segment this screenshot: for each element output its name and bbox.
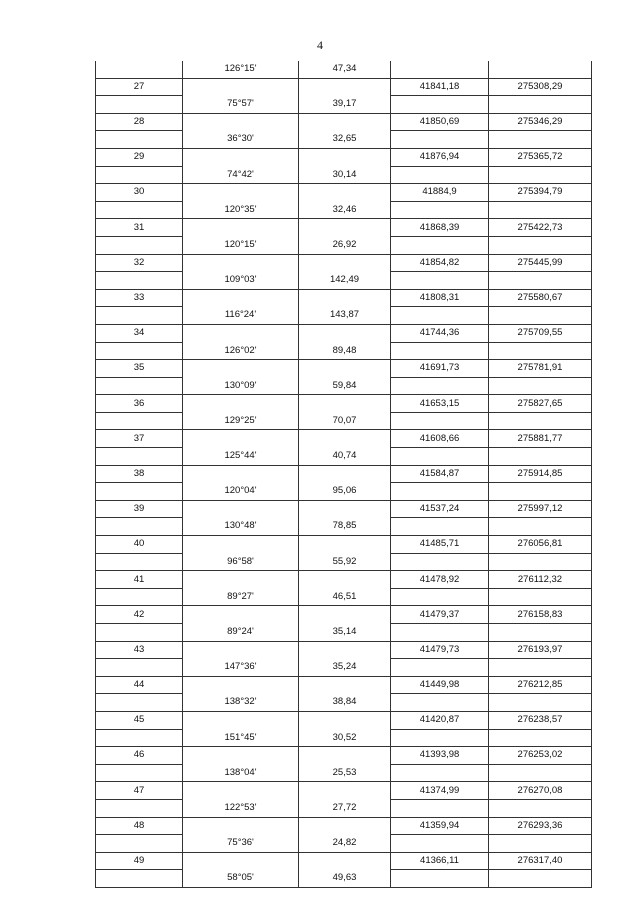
point-number-cell (96, 236, 183, 254)
point-row (96, 817, 592, 835)
side-length-cell (299, 782, 391, 800)
x-coordinate-cell (391, 166, 489, 184)
point-row (96, 747, 592, 765)
y-coordinate: 275914,85 (489, 465, 592, 483)
y-coordinate-cell (489, 588, 592, 606)
direction-angle-cell (183, 536, 299, 554)
point-number: 43 (96, 641, 183, 659)
point-number-cell (96, 694, 183, 712)
x-coordinate: 41884,9 (391, 184, 489, 202)
side-length-cell (299, 852, 391, 870)
direction-angle-cell (183, 500, 299, 518)
side-row (96, 448, 592, 466)
x-coordinate: 41744,36 (391, 324, 489, 342)
y-coordinate: 276158,83 (489, 606, 592, 624)
side-length: 30,14 (299, 166, 391, 184)
point-row (96, 711, 592, 729)
direction-angle: 96°58' (183, 553, 299, 571)
point-number: 41 (96, 571, 183, 589)
side-length: 95,06 (299, 483, 391, 501)
y-coordinate-cell (489, 518, 592, 536)
x-coordinate: 41485,71 (391, 536, 489, 554)
side-length-cell (299, 78, 391, 96)
y-coordinate: 275580,67 (489, 289, 592, 307)
y-coordinate: 276112,32 (489, 571, 592, 589)
side-length-cell (299, 219, 391, 237)
side-length-cell (299, 500, 391, 518)
side-row (96, 377, 592, 395)
side-length: 38,84 (299, 694, 391, 712)
direction-angle-cell (183, 360, 299, 378)
y-coordinate-cell (489, 166, 592, 184)
side-row (96, 870, 592, 888)
x-coordinate: 41808,31 (391, 289, 489, 307)
side-length-cell (299, 641, 391, 659)
side-length-cell (299, 430, 391, 448)
point-number: 31 (96, 219, 183, 237)
side-row (96, 236, 592, 254)
point-number: 27 (96, 78, 183, 96)
side-length: 59,84 (299, 377, 391, 395)
x-coordinate: 41449,98 (391, 676, 489, 694)
x-coordinate-cell (391, 588, 489, 606)
x-coordinate-cell (391, 377, 489, 395)
point-row (96, 360, 592, 378)
page-number: 4 (317, 38, 323, 52)
direction-angle: 138°32' (183, 694, 299, 712)
side-length: 46,51 (299, 588, 391, 606)
side-row (96, 518, 592, 536)
y-coordinate-cell (489, 624, 592, 642)
point-number-cell (96, 377, 183, 395)
direction-angle: 89°27' (183, 588, 299, 606)
point-row (96, 676, 592, 694)
y-coordinate-cell (489, 799, 592, 817)
y-coordinate-cell (489, 307, 592, 325)
coordinates-table (95, 61, 592, 888)
point-number-cell (96, 588, 183, 606)
x-coordinate-cell (391, 307, 489, 325)
x-coordinate: 41841,18 (391, 78, 489, 96)
y-coordinate: 275709,55 (489, 324, 592, 342)
x-coordinate-cell (391, 201, 489, 219)
y-coordinate: 275422,73 (489, 219, 592, 237)
y-coordinate: 276317,40 (489, 852, 592, 870)
y-coordinate: 275394,79 (489, 184, 592, 202)
point-number-cell (96, 835, 183, 853)
x-coordinate-cell (391, 518, 489, 536)
side-length-cell (299, 113, 391, 131)
y-coordinate-cell (489, 131, 592, 149)
x-coordinate: 41479,37 (391, 606, 489, 624)
point-row (96, 782, 592, 800)
side-length: 70,07 (299, 412, 391, 430)
point-row (96, 289, 592, 307)
x-coordinate: 41366,11 (391, 852, 489, 870)
point-number: 37 (96, 430, 183, 448)
point-number: 44 (96, 676, 183, 694)
side-length: 89,48 (299, 342, 391, 360)
point-number: 29 (96, 148, 183, 166)
point-number: 38 (96, 465, 183, 483)
point-number-cell (96, 764, 183, 782)
point-number-cell (96, 448, 183, 466)
direction-angle-cell (183, 219, 299, 237)
direction-angle: 74°42' (183, 166, 299, 184)
y-coordinate: 276270,08 (489, 782, 592, 800)
side-length-cell (299, 324, 391, 342)
direction-angle-cell (183, 113, 299, 131)
x-coordinate: 41653,15 (391, 395, 489, 413)
y-coordinate: 275997,12 (489, 500, 592, 518)
y-coordinate: 275781,91 (489, 360, 592, 378)
direction-angle: 130°09' (183, 377, 299, 395)
side-length-cell (299, 711, 391, 729)
point-number-cell (96, 553, 183, 571)
point-number: 28 (96, 113, 183, 131)
x-coordinate-cell (391, 553, 489, 571)
side-row (96, 307, 592, 325)
y-coordinate-cell (489, 448, 592, 466)
y-coordinate-cell (489, 61, 592, 78)
point-row (96, 184, 592, 202)
y-coordinate-cell (489, 483, 592, 501)
point-row (96, 500, 592, 518)
x-coordinate-cell (391, 483, 489, 501)
side-length: 55,92 (299, 553, 391, 571)
side-length-cell (299, 289, 391, 307)
side-length-cell (299, 747, 391, 765)
direction-angle: 126°02' (183, 342, 299, 360)
y-coordinate: 276238,57 (489, 711, 592, 729)
point-number-cell (96, 799, 183, 817)
point-number: 42 (96, 606, 183, 624)
point-number-cell (96, 307, 183, 325)
side-length: 39,17 (299, 96, 391, 114)
side-row (96, 272, 592, 290)
x-coordinate: 41420,87 (391, 711, 489, 729)
direction-angle-cell (183, 747, 299, 765)
point-number: 40 (96, 536, 183, 554)
direction-angle-cell (183, 430, 299, 448)
direction-angle: 75°57' (183, 96, 299, 114)
x-coordinate-cell (391, 694, 489, 712)
x-coordinate-cell (391, 236, 489, 254)
direction-angle: 151°45' (183, 729, 299, 747)
point-number: 47 (96, 782, 183, 800)
x-coordinate: 41850,69 (391, 113, 489, 131)
x-coordinate-cell (391, 729, 489, 747)
side-length: 49,63 (299, 870, 391, 888)
side-row (96, 835, 592, 853)
side-row (96, 483, 592, 501)
point-row (96, 571, 592, 589)
side-length-cell (299, 395, 391, 413)
side-row (96, 131, 592, 149)
side-length-cell (299, 360, 391, 378)
side-length: 40,74 (299, 448, 391, 466)
x-coordinate-cell (391, 272, 489, 290)
point-number-cell (96, 659, 183, 677)
y-coordinate: 276212,85 (489, 676, 592, 694)
x-coordinate-cell (391, 412, 489, 430)
direction-angle-cell (183, 324, 299, 342)
direction-angle: 120°04' (183, 483, 299, 501)
direction-angle-cell (183, 78, 299, 96)
point-row (96, 148, 592, 166)
y-coordinate: 276193,97 (489, 641, 592, 659)
y-coordinate-cell (489, 694, 592, 712)
y-coordinate: 275308,29 (489, 78, 592, 96)
point-row (96, 219, 592, 237)
point-number: 48 (96, 817, 183, 835)
side-length-cell (299, 465, 391, 483)
y-coordinate: 275881,77 (489, 430, 592, 448)
direction-angle-cell (183, 817, 299, 835)
direction-angle-cell (183, 606, 299, 624)
x-coordinate: 41608,66 (391, 430, 489, 448)
side-length-cell (299, 817, 391, 835)
point-row (96, 430, 592, 448)
direction-angle-cell (183, 395, 299, 413)
y-coordinate-cell (489, 835, 592, 853)
point-number: 34 (96, 324, 183, 342)
point-number: 36 (96, 395, 183, 413)
x-coordinate: 41537,24 (391, 500, 489, 518)
x-coordinate: 41393,98 (391, 747, 489, 765)
point-row (96, 536, 592, 554)
side-row (96, 624, 592, 642)
direction-angle-cell (183, 852, 299, 870)
point-number-cell (96, 483, 183, 501)
side-length: 47,34 (299, 61, 391, 78)
y-coordinate: 276293,36 (489, 817, 592, 835)
side-length-cell (299, 536, 391, 554)
point-number: 30 (96, 184, 183, 202)
point-row (96, 113, 592, 131)
point-number: 39 (96, 500, 183, 518)
side-row (96, 553, 592, 571)
direction-angle-cell (183, 289, 299, 307)
point-number-cell (96, 518, 183, 536)
point-number-cell (96, 870, 183, 888)
point-number-cell (96, 729, 183, 747)
side-length-cell (299, 676, 391, 694)
y-coordinate: 275827,65 (489, 395, 592, 413)
y-coordinate: 276253,02 (489, 747, 592, 765)
point-number-cell (96, 61, 183, 78)
x-coordinate: 41868,39 (391, 219, 489, 237)
side-length: 30,52 (299, 729, 391, 747)
direction-angle-cell (183, 254, 299, 272)
x-coordinate-cell (391, 131, 489, 149)
side-row (96, 659, 592, 677)
side-length: 143,87 (299, 307, 391, 325)
direction-angle: 36°30' (183, 131, 299, 149)
x-coordinate-cell (391, 61, 489, 78)
direction-angle: 58°05' (183, 870, 299, 888)
point-number: 49 (96, 852, 183, 870)
side-row (96, 96, 592, 114)
coordinates-table-body (96, 61, 592, 887)
x-coordinate: 41691,73 (391, 360, 489, 378)
x-coordinate: 41479,73 (391, 641, 489, 659)
point-row (96, 78, 592, 96)
point-number-cell (96, 272, 183, 290)
direction-angle: 109°03' (183, 272, 299, 290)
point-row (96, 395, 592, 413)
direction-angle-cell (183, 148, 299, 166)
y-coordinate: 276056,81 (489, 536, 592, 554)
y-coordinate-cell (489, 377, 592, 395)
direction-angle: 138°04' (183, 764, 299, 782)
direction-angle: 122°53' (183, 799, 299, 817)
direction-angle-cell (183, 711, 299, 729)
side-row (96, 729, 592, 747)
y-coordinate-cell (489, 659, 592, 677)
x-coordinate: 41359,94 (391, 817, 489, 835)
y-coordinate-cell (489, 236, 592, 254)
side-row (96, 694, 592, 712)
side-row (96, 412, 592, 430)
point-number-cell (96, 131, 183, 149)
point-row (96, 465, 592, 483)
point-number-cell (96, 624, 183, 642)
side-length: 142,49 (299, 272, 391, 290)
y-coordinate-cell (489, 342, 592, 360)
direction-angle-cell (183, 184, 299, 202)
direction-angle: 116°24' (183, 307, 299, 325)
y-coordinate-cell (489, 729, 592, 747)
direction-angle-cell (183, 641, 299, 659)
direction-angle: 75°36' (183, 835, 299, 853)
point-number: 32 (96, 254, 183, 272)
direction-angle: 129°25' (183, 412, 299, 430)
point-number-cell (96, 96, 183, 114)
side-row (96, 764, 592, 782)
x-coordinate: 41854,82 (391, 254, 489, 272)
side-row (96, 61, 592, 78)
side-length: 78,85 (299, 518, 391, 536)
side-row (96, 588, 592, 606)
y-coordinate-cell (489, 272, 592, 290)
y-coordinate-cell (489, 201, 592, 219)
y-coordinate: 275346,29 (489, 113, 592, 131)
x-coordinate-cell (391, 342, 489, 360)
point-number: 46 (96, 747, 183, 765)
x-coordinate-cell (391, 799, 489, 817)
point-row (96, 852, 592, 870)
x-coordinate: 41374,99 (391, 782, 489, 800)
x-coordinate-cell (391, 624, 489, 642)
side-length: 24,82 (299, 835, 391, 853)
direction-angle-cell (183, 571, 299, 589)
x-coordinate: 41876,94 (391, 148, 489, 166)
point-row (96, 324, 592, 342)
side-length: 32,46 (299, 201, 391, 219)
direction-angle: 130°48' (183, 518, 299, 536)
y-coordinate-cell (489, 96, 592, 114)
point-number: 45 (96, 711, 183, 729)
y-coordinate: 275365,72 (489, 148, 592, 166)
x-coordinate: 41478,92 (391, 571, 489, 589)
side-length: 32,65 (299, 131, 391, 149)
side-length-cell (299, 184, 391, 202)
point-number-cell (96, 342, 183, 360)
x-coordinate-cell (391, 659, 489, 677)
point-row (96, 254, 592, 272)
side-row (96, 201, 592, 219)
point-number: 33 (96, 289, 183, 307)
direction-angle: 147°36' (183, 659, 299, 677)
direction-angle: 89°24' (183, 624, 299, 642)
point-number-cell (96, 201, 183, 219)
y-coordinate: 275445,99 (489, 254, 592, 272)
direction-angle: 125°44' (183, 448, 299, 466)
side-length: 35,14 (299, 624, 391, 642)
side-length: 26,92 (299, 236, 391, 254)
side-length-cell (299, 148, 391, 166)
side-length: 35,24 (299, 659, 391, 677)
direction-angle: 120°35' (183, 201, 299, 219)
side-length-cell (299, 571, 391, 589)
side-row (96, 342, 592, 360)
direction-angle: 120°15' (183, 236, 299, 254)
y-coordinate-cell (489, 553, 592, 571)
side-length: 25,53 (299, 764, 391, 782)
x-coordinate-cell (391, 835, 489, 853)
x-coordinate-cell (391, 448, 489, 466)
side-row (96, 799, 592, 817)
side-length-cell (299, 254, 391, 272)
x-coordinate-cell (391, 96, 489, 114)
point-number-cell (96, 412, 183, 430)
side-length: 27,72 (299, 799, 391, 817)
point-row (96, 641, 592, 659)
x-coordinate-cell (391, 870, 489, 888)
y-coordinate-cell (489, 764, 592, 782)
point-row (96, 606, 592, 624)
x-coordinate-cell (391, 764, 489, 782)
point-number: 35 (96, 360, 183, 378)
y-coordinate-cell (489, 412, 592, 430)
side-length-cell (299, 606, 391, 624)
side-row (96, 166, 592, 184)
direction-angle-cell (183, 465, 299, 483)
direction-angle: 126°15' (183, 61, 299, 78)
direction-angle-cell (183, 782, 299, 800)
direction-angle-cell (183, 676, 299, 694)
y-coordinate-cell (489, 870, 592, 888)
x-coordinate: 41584,87 (391, 465, 489, 483)
point-number-cell (96, 166, 183, 184)
